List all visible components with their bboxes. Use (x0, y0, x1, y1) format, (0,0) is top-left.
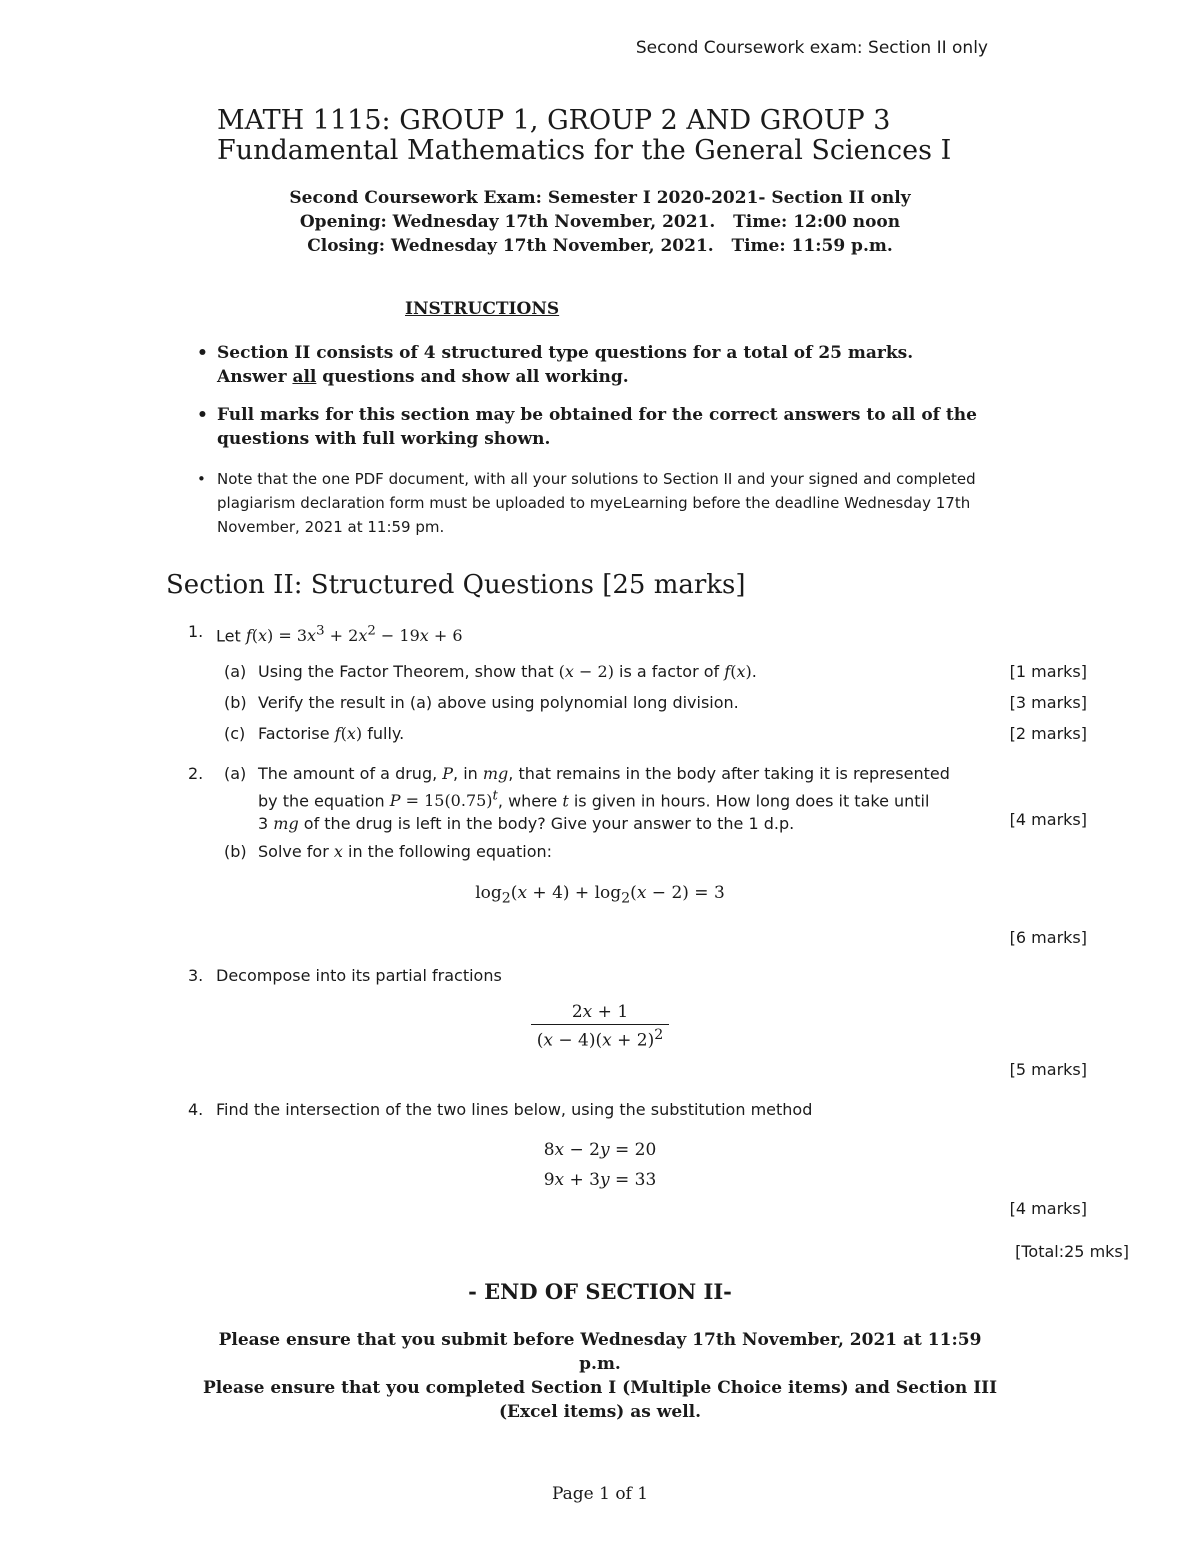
q2a-var-p: P (442, 764, 454, 783)
q2a-var-t: t (562, 791, 569, 811)
q2b-text (258, 840, 552, 863)
q1b-label: (b) (224, 693, 247, 712)
q1a-fx: f(x) (724, 662, 752, 681)
bullet-2-text: Full marks for this section may be obtained for the correct answers to all of the questions with full working shown. (217, 405, 977, 449)
q4-equation-1: 8x − 2y = 20 (543, 1140, 657, 1160)
q1c-marks: [2 marks] (1009, 724, 1087, 743)
submit-note-2b: (Excel items) as well. (498, 1402, 702, 1422)
q1c-text (258, 722, 404, 745)
q3-number: 3. (188, 966, 204, 985)
q1-statement (216, 620, 463, 647)
q3-text: Decompose into its partial fractions (216, 966, 502, 985)
q2a-unit-mg: mg (482, 764, 509, 783)
end-of-section: - END OF SECTION II- (468, 1279, 732, 1304)
q2a-label: (a) (224, 764, 247, 783)
q1b-text: Verify the result in (a) above using polynomial long division. (258, 693, 739, 712)
q2a-text (258, 762, 993, 835)
q1-number: 1. (188, 622, 204, 641)
q1a-label: (a) (224, 662, 247, 681)
q4-number: 4. (188, 1100, 204, 1119)
q2a-l1-3: , that remains in the body after taking it is represented (508, 764, 950, 783)
q2a-marks: [4 marks] (1009, 810, 1087, 829)
exam-line: Second Coursework Exam: Semester I 2020-2021- Section II only (289, 188, 911, 208)
bullet-3-text: Note that the one PDF document, with all your solutions to Section II and your signed and completed plagiarism declaration form must be uploaded to myeLearning before the deadline Wednesday 17th November, 2021 at 11:59 pm. (217, 470, 976, 536)
q2b-equation: $\log_2(x + 4) + \log_2(x - 2) = 3$ (475, 883, 725, 907)
closing-line: Closing: Wednesday 17th November, 2021. Time: 11:59 p.m. (307, 236, 893, 256)
q2b-label: (b) (224, 842, 247, 861)
q2b-marks: [6 marks] (1009, 928, 1087, 947)
course-subtitle: Fundamental Mathematics for the General Sciences I (217, 135, 952, 166)
instruction-bullet-3 (197, 467, 992, 539)
opening-line: Opening: Wednesday 17th November, 2021. Time: 12:00 noon (299, 212, 901, 232)
q4-marks: [4 marks] (1009, 1199, 1087, 1218)
q2a-equation: $P = 15(0.75)^t$ (389, 789, 498, 811)
q1-lead: Let (216, 626, 246, 646)
instruction-bullet-2 (197, 403, 992, 451)
bullet-1-text-a: Section II consists of 4 structured type questions for a total of 25 marks. (217, 343, 914, 363)
q1a-text-1: Using the Factor Theorem, show that (258, 662, 559, 681)
q1a-text-2: is a factor of (613, 662, 725, 681)
q2a-l2-1: by the equation (258, 791, 390, 811)
q3-marks: [5 marks] (1009, 1060, 1087, 1079)
q2a-l3-2: of the drug is left in the body? Give your answer to the 1 d.p. (298, 814, 795, 834)
running-head: Second Coursework exam: Section II only (635, 38, 988, 58)
q3-fraction (0, 1002, 1200, 1051)
bullet-icon: • (197, 405, 208, 425)
title-block (217, 106, 951, 166)
bullet-1-text-b: Answer (217, 367, 293, 387)
q2a-l2-3: is given in hours. How long does it take until (568, 791, 930, 811)
q1a-marks: [1 marks] (1009, 662, 1087, 681)
submit-note-2a: Please ensure that you completed Section I (Multiple Choice items) and Section III (202, 1378, 998, 1398)
q1-function-expression: $f(x) = 3x^3 + 2x^2 - 19x + 6$ (245, 624, 463, 646)
q2a-l2-2: , where (497, 791, 563, 811)
course-title: MATH 1115: GROUP 1, GROUP 2 AND GROUP 3 (217, 105, 891, 136)
q2b-text-1: Solve for (258, 842, 334, 861)
q2-number: 2. (188, 764, 204, 783)
q2a-l3-1: 3 (258, 814, 274, 834)
q4-equation-2: 9x + 3y = 33 (543, 1170, 657, 1190)
q4-text: Find the intersection of the two lines below, using the substitution method (216, 1100, 813, 1119)
total-marks: [Total:25 mks] (1015, 1242, 1129, 1261)
q1c-text-1: Factorise (258, 724, 335, 743)
q2a-l1-1: The amount of a drug, (258, 764, 443, 783)
q1c-fx: f(x) (334, 724, 363, 743)
q1c-text-2: fully. (362, 724, 405, 743)
page-number: Page 1 of 1 (551, 1484, 649, 1504)
q1a-text: Using the Factor Theorem, show that (x − 2) is a factor of f(x). (258, 662, 757, 681)
submit-note-2 (0, 1376, 1200, 1424)
instruction-bullet-1 (197, 341, 992, 389)
q3-denominator: $(x - 4)(x + 2)^2$ (536, 1027, 664, 1051)
submit-note-1a: Please ensure that you submit before Wednesday 17th November, 2021 at 11:59 (218, 1330, 982, 1350)
q2b-var-x: x (333, 842, 343, 861)
instructions-heading: INSTRUCTIONS (405, 299, 560, 319)
submit-note-1 (0, 1328, 1200, 1376)
q1a-factor: (x − 2) (558, 662, 614, 681)
q3-numerator: 2x + 1 (531, 1002, 669, 1025)
bullet-icon: • (197, 470, 206, 488)
q1c-label: (c) (224, 724, 246, 743)
q2a-unit-mg-2: mg (273, 814, 299, 834)
section-heading: Section II: Structured Questions [25 marks] (166, 570, 746, 600)
q2b-text-2: in the following equation: (342, 842, 553, 861)
q1b-marks: [3 marks] (1009, 693, 1087, 712)
bullet-1-text-emph: all (292, 367, 317, 387)
bullet-1-text-c: questions and show all working. (316, 367, 629, 387)
q2a-l1-2: , in (453, 764, 483, 783)
bullet-icon: • (197, 343, 208, 363)
submit-note-1b: p.m. (579, 1354, 621, 1374)
